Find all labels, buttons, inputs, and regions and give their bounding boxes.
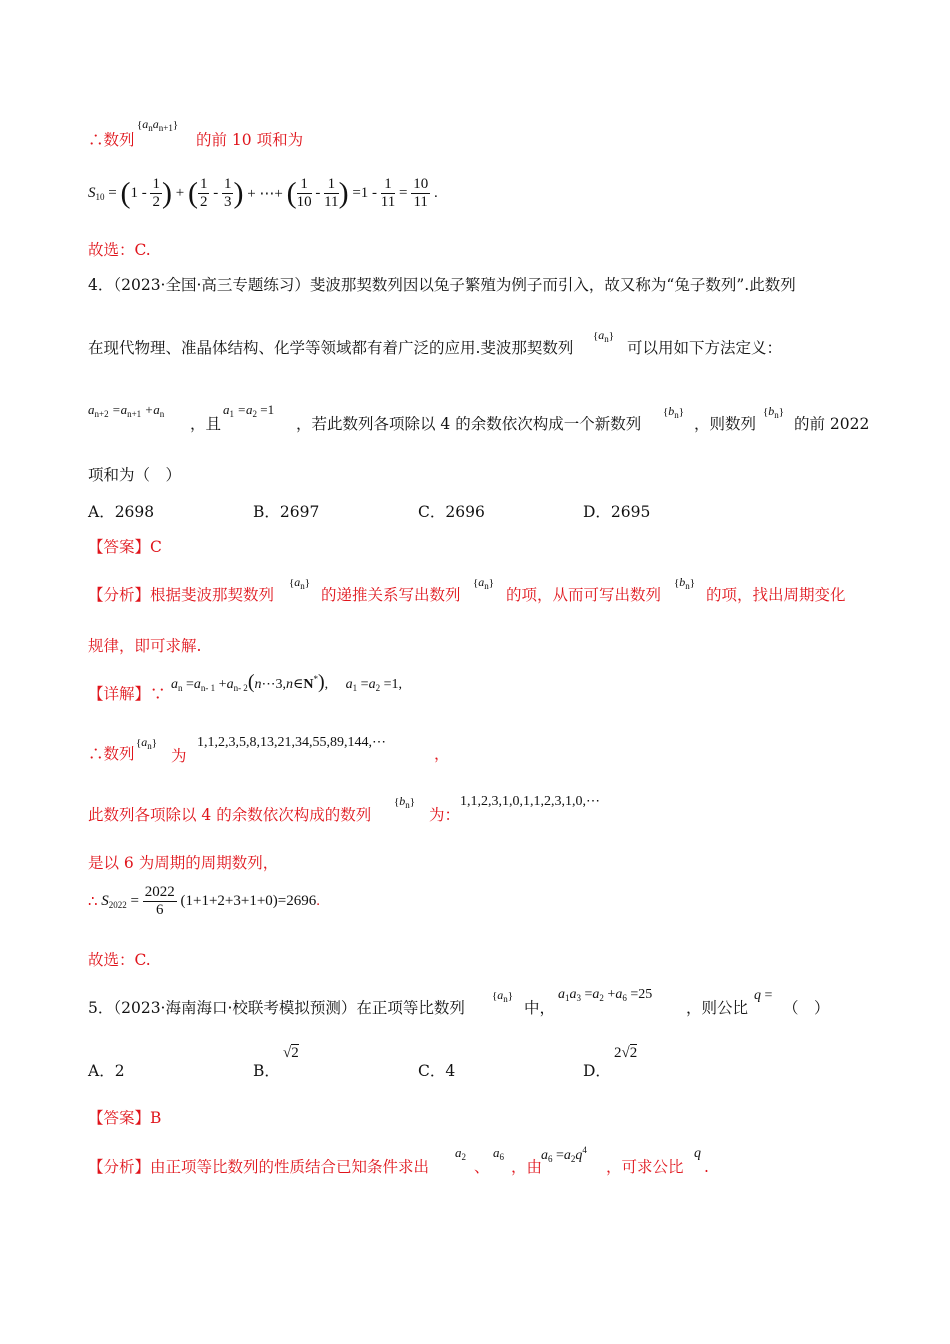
seq-an-5: $\{a_n\}$: [492, 988, 514, 1004]
q5-line1c: ，则公比: [686, 999, 749, 1017]
seq-anan1: $\{a_na_{n+1}\}$: [137, 117, 179, 133]
initial-values: $a_1 =a_2 =1$: [223, 402, 275, 419]
q4-line2b: 可以用如下方法定义：: [627, 339, 783, 357]
q4-analysis-2: 规律，即可求解.: [88, 637, 202, 655]
q4-detail-label: 【详解】∵: [88, 685, 166, 703]
q5-analysis-c: ，由: [511, 1158, 543, 1176]
q4-option-d[interactable]: D．2695: [583, 503, 651, 521]
seq-an-2: $\{a_n\}$: [289, 575, 311, 591]
q4-mod-wei: 为：: [429, 806, 461, 824]
detail-recurrence: $a_n =a_{n- 1}$ $+a_{n- 2}(n\cdots 3,n\in N^*)$, $a_1 =a_2 =1$,: [171, 671, 402, 693]
seq-an-3: $\{a_n\}$: [473, 575, 495, 591]
s1-line1: ∴数列: [88, 131, 135, 149]
q4-guxuan: 故选：C.: [88, 951, 151, 969]
q5-condition: $a_1a_3 =a_2 +a_6 =25$: [558, 987, 653, 1003]
q4-wei: 为: [171, 747, 187, 765]
q4-analysis-a: 【分析】根据斐波那契数列: [88, 586, 275, 604]
sqrt2: √2: [283, 1045, 299, 1061]
seq-bn-3: $\{b_n\}$: [674, 575, 696, 591]
q4-mod-text: 此数列各项除以 4 的余数依次构成的数列: [88, 806, 372, 824]
q5-analysis-e: .: [704, 1158, 709, 1176]
s1-guxuan: 故选：C.: [88, 241, 151, 259]
q5-analysis-b: 、: [474, 1158, 490, 1176]
q5-analysis-d: ，可求公比: [606, 1158, 684, 1176]
q5-option-a[interactable]: A．2: [88, 1062, 125, 1080]
q4-option-b[interactable]: B．2697: [253, 503, 320, 521]
q5-a6: $a_6$: [493, 1145, 504, 1162]
q5-option-c[interactable]: C．4: [418, 1062, 456, 1080]
mod-values: 1,1,2,3,1,0,1,1,2,3,1,0,⋯: [460, 794, 600, 809]
q4-period: 是以 6 为周期的周期数列，: [88, 854, 279, 872]
seq-bn-2: $\{b_n\}$: [763, 404, 785, 420]
q5-option-d[interactable]: D．: [583, 1062, 611, 1080]
q4-option-c[interactable]: C．2696: [418, 503, 485, 521]
s10-formula: $S_{10} = (1$ - $\frac{1}{2}$ ) + ( $\frac{1}{2}$ - $\frac{1}{3}$ ) + ⋯+ ( $\frac{1}{10}$ - $\frac{1}{11}$ ) =1 - $\frac{1}{11}$ = $\frac{10}{11}$ .: [88, 176, 438, 210]
q5-a2: $a_2$: [455, 1145, 466, 1162]
q5-line1a: 5．（2023·海南海口·校联考模拟预测）在正项等比数列: [88, 999, 465, 1017]
seq-bn-1: $\{b_n\}$: [663, 404, 685, 420]
sum-formula: ∴ $S_{2022}$ = $\frac{2022}{6}$ (1+1+2+3+1+0)=2696.: [88, 884, 321, 918]
q4-therefore-seq: ∴数列: [88, 745, 135, 763]
q5-line1d: （ ）: [783, 999, 830, 1017]
q4-line3d: 的前 2022: [794, 415, 870, 433]
seq-bn-4: $\{b_n\}$: [394, 794, 416, 810]
q4-line3a: ，且: [190, 415, 222, 433]
q5-q-symbol: q =: [754, 988, 773, 1003]
q4-line3b: ，若此数列各项除以 4 的余数依次构成一个新数列: [296, 415, 642, 433]
two-sqrt2: 2√2: [614, 1045, 638, 1061]
fib-values: 1,1,2,3,5,8,13,21,34,55,89,144,⋯: [197, 735, 386, 750]
q4-analysis-c: 的项，从而可写出数列: [506, 586, 662, 604]
q5-line1b: 中，: [524, 999, 556, 1017]
seq-an-4: $\{a_n\}$: [136, 735, 158, 751]
q4-comma: ，: [434, 745, 450, 763]
q4-analysis-b: 的递推关系写出数列: [321, 586, 461, 604]
q4-line3c: ，则数列: [694, 415, 757, 433]
q5-answer: 【答案】B: [88, 1109, 162, 1127]
q4-line2: 在现代物理、准晶体结构、化学等领域都有着广泛的应用.斐波那契数列: [88, 339, 574, 357]
q4-option-a[interactable]: A．2698: [88, 503, 155, 521]
q5-option-b[interactable]: B．: [253, 1062, 280, 1080]
q4-analysis-d: 的项，找出周期变化: [706, 586, 846, 604]
q4-answer: 【答案】C: [88, 538, 162, 556]
q5-q: q: [694, 1146, 701, 1161]
q4-line4: 项和为（ ）: [88, 466, 182, 484]
recurrence: $a_{n+2} =a_{n+1} +a_n$: [88, 402, 165, 419]
q4-line1: 4．（2023·全国·高三专题练习）斐波那契数列因以兔子繁殖为例子而引入，故又称为“兔子数列”.此数列: [88, 276, 796, 294]
q5-a6-formula: $a_6 =a_2q^4$: [541, 1145, 587, 1164]
q5-analysis-a: 【分析】由正项等比数列的性质结合已知条件求出: [88, 1158, 430, 1176]
s1-line1-suffix: 的前 10 项和为: [196, 131, 304, 149]
seq-an-1: $\{a_n\}$: [593, 328, 615, 344]
